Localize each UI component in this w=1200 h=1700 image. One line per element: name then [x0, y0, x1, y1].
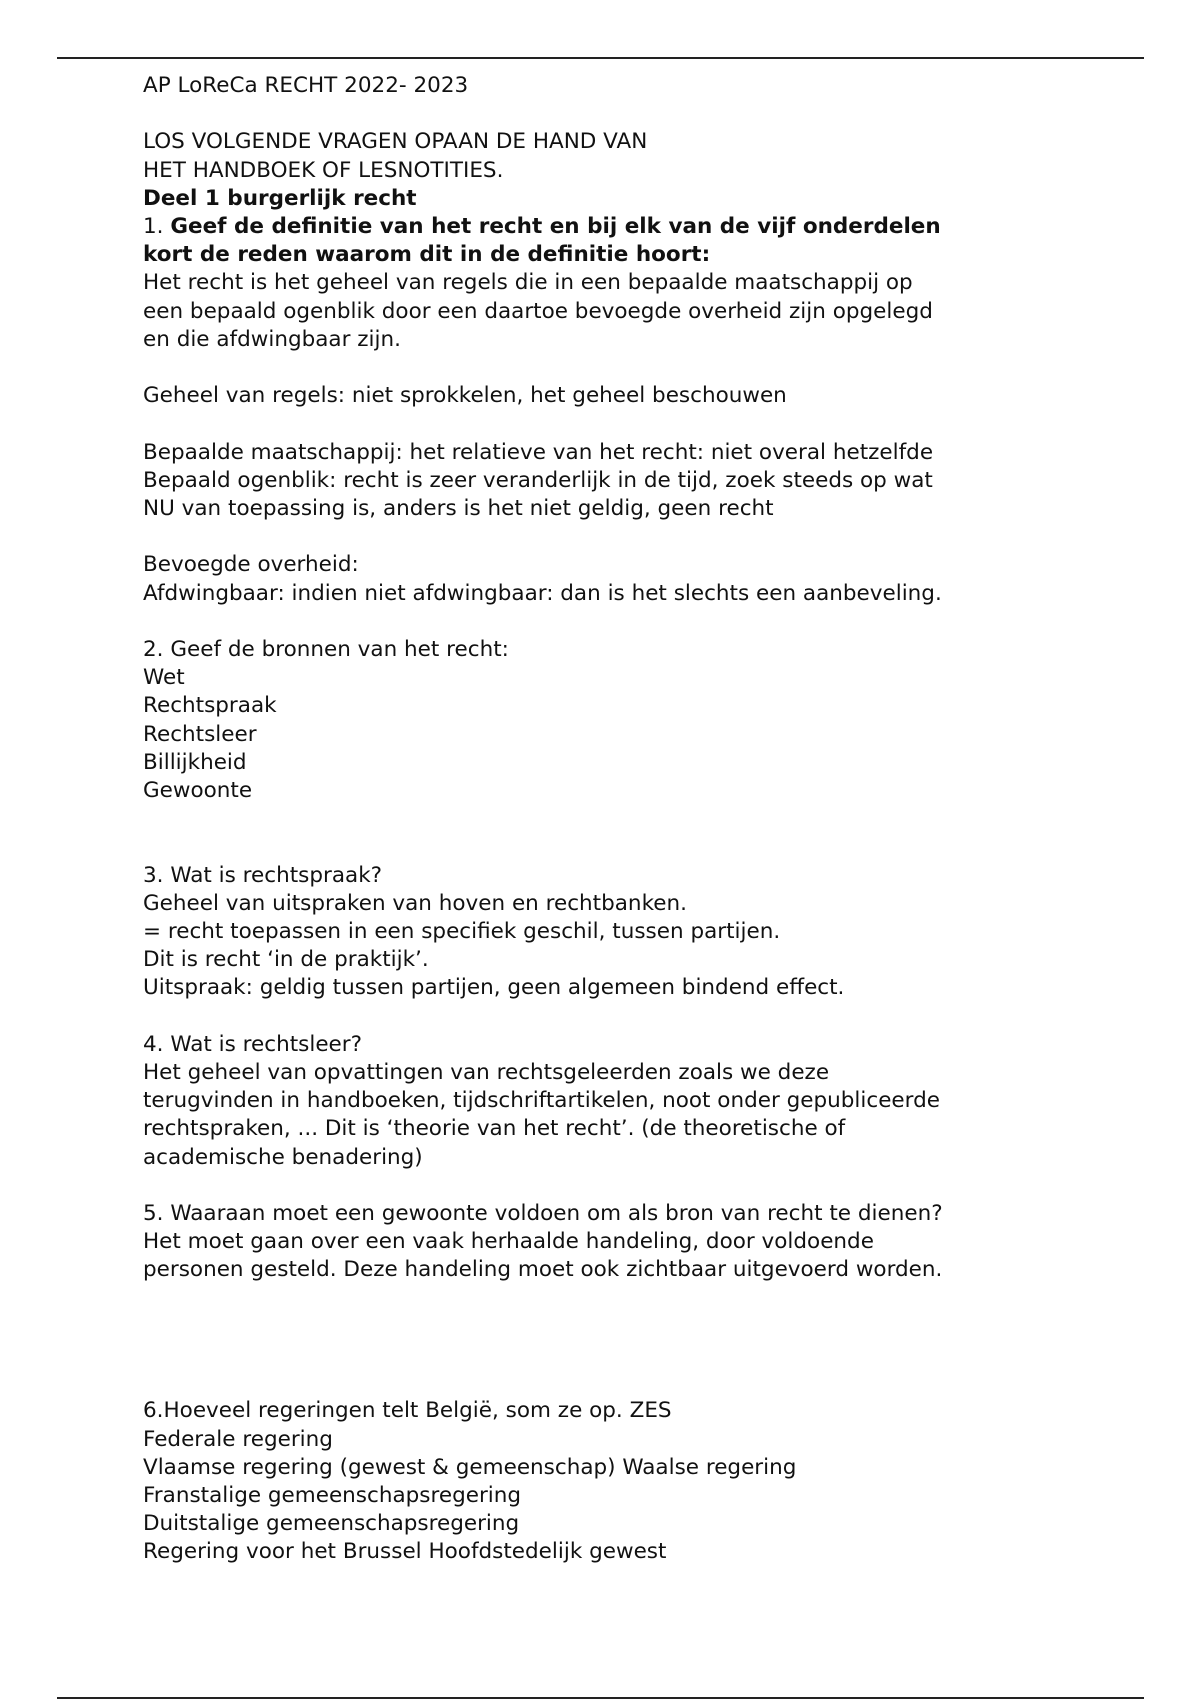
question-3: 3. Wat is rechtspraak?: [143, 862, 383, 888]
question-5: 5. Waaraan moet een gewoonte voldoen om als bron van recht te dienen?: [143, 1200, 943, 1226]
question-2: 2. Geef de bronnen van het recht:: [143, 636, 509, 662]
answer-line: Uitspraak: geldig tussen partijen, geen algemeen bindend effect.: [143, 975, 845, 1001]
source-item: Billijkheid: [143, 749, 247, 775]
answer-line: Duitstalige gemeenschapsregering: [143, 1511, 520, 1537]
spacer: [143, 1313, 1063, 1341]
source-item: Wet: [143, 665, 185, 691]
spacer: [143, 1172, 1063, 1200]
question-4: 4. Wat is rechtsleer?: [143, 1031, 363, 1057]
spacer: [143, 608, 1063, 636]
answer-line: rechtspraken, ... Dit is ‘theorie van het recht’. (de theoretische of: [143, 1116, 846, 1142]
answer-line: Federale regering: [143, 1426, 333, 1452]
definition-part: Afdwingbaar: indien niet afdwingbaar: dan is het slechts een aanbeveling.: [143, 580, 942, 606]
top-rule: [57, 57, 1144, 59]
question-text: kort de reden waarom dit in de definitie hoort:: [143, 242, 711, 268]
spacer: [143, 805, 1063, 833]
answer-line: Franstalige gemeenschapsregering: [143, 1482, 522, 1508]
spacer: [143, 1369, 1063, 1397]
answer-line: terugvinden in handboeken, tijdschriftartikelen, noot onder gepubliceerde: [143, 1088, 940, 1114]
spacer: [143, 1003, 1063, 1031]
answer-line: Geheel van uitspraken van hoven en rechtbanken.: [143, 890, 687, 916]
section-title: Deel 1 burgerlijk recht: [143, 185, 417, 211]
bottom-rule: [57, 1697, 1144, 1699]
answer-line: Vlaamse regering (gewest & gemeenschap) Waalse regering: [143, 1454, 797, 1480]
question-6: 6.Hoeveel regeringen telt België, som ze op. ZES: [143, 1398, 672, 1424]
source-item: Rechtsleer: [143, 721, 257, 747]
document-body: [143, 72, 1063, 1567]
source-item: Rechtspraak: [143, 693, 277, 719]
instruction-line: LOS VOLGENDE VRAGEN OPAAN DE HAND VAN: [143, 129, 648, 155]
spacer: [143, 354, 1063, 382]
definition-part: Bevoegde overheid:: [143, 552, 359, 578]
instruction-line: HET HANDBOEK OF LESNOTITIES.: [143, 157, 504, 183]
definition-line: en die afdwingbaar zijn.: [143, 326, 401, 352]
question-number: 1.: [143, 214, 171, 239]
course-title: AP LoReCa RECHT 2022- 2023: [143, 73, 469, 98]
answer-line: Het moet gaan over een vaak herhaalde handeling, door voldoende: [143, 1229, 874, 1255]
answer-line: Regering voor het Brussel Hoofdstedelijk gewest: [143, 1539, 667, 1565]
definition-part: NU van toepassing is, anders is het niet geldig, geen recht: [143, 496, 774, 521]
spacer: [143, 1341, 1063, 1369]
answer-line: academische benadering): [143, 1144, 423, 1170]
source-item: Gewoonte: [143, 778, 253, 803]
answer-line: = recht toepassen in een specifiek geschil, tussen partijen.: [143, 918, 781, 944]
definition-part: Geheel van regels: niet sprokkelen, het geheel beschouwen: [143, 383, 787, 409]
spacer: [143, 410, 1063, 438]
answer-line: Het geheel van opvattingen van rechtsgeleerden zoals we deze: [143, 1059, 830, 1085]
definition-part: Bepaald ogenblik: recht is zeer veranderlijk in de tijd, zoek steeds op wat: [143, 467, 933, 493]
question-text: Geef de definitie van het recht en bij elk van de vijf onderdelen: [170, 214, 941, 239]
question-1: [143, 213, 1063, 241]
definition-line: Het recht is het geheel van regels die in een bepaalde maatschappij op: [143, 270, 913, 296]
spacer: [143, 100, 1063, 128]
definition-part: Bepaalde maatschappij: het relatieve van het recht: niet overal hetzelfde: [143, 439, 934, 465]
definition-line: een bepaald ogenblik door een daartoe bevoegde overheid zijn opgelegd: [143, 298, 933, 324]
answer-line: personen gesteld. Deze handeling moet ook zichtbaar uitgevoerd worden.: [143, 1257, 943, 1283]
spacer: [143, 833, 1063, 861]
spacer: [143, 523, 1063, 551]
spacer: [143, 1285, 1063, 1313]
answer-line: Dit is recht ‘in de praktijk’.: [143, 947, 429, 973]
